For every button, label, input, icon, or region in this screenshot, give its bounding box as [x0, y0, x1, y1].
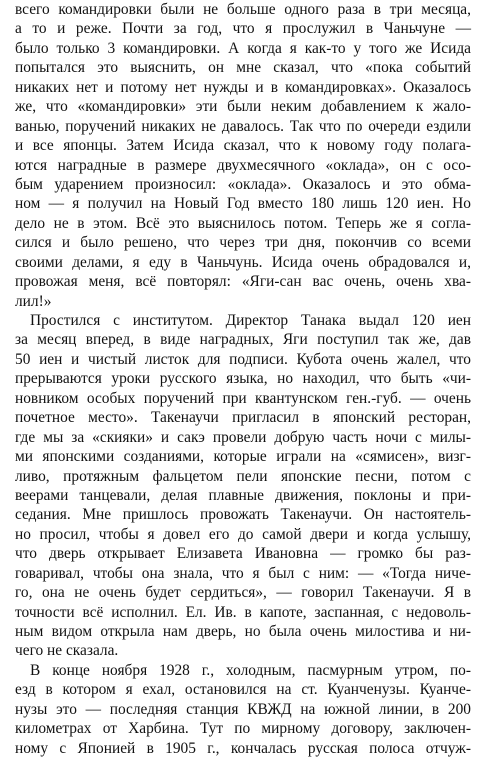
text-line: го, она не очень будет сердиться», — говорил Такенаучи. Я в — [15, 584, 471, 602]
document-page — [15, 0, 471, 758]
paragraph-2 — [15, 311, 471, 661]
text-line: говаривал, чтобы она знала, что я был с ним: — «Тогда ниче- — [15, 564, 471, 582]
text-line: ванью, поручений никаких не давалось. Так что по очереди ездили — [15, 117, 471, 135]
text-line: никаких нет и потому нет нужды и в командировках». Оказалось — [15, 78, 471, 96]
text-line: ются наградные в размере двухмесячного «оклада», он с осо- — [15, 156, 471, 174]
text-line: ным видом открыла нам дверь, но была очень милостива и ни- — [15, 623, 471, 640]
text-line: прерываются уроки русского языка, но находил, что быть «чи- — [15, 370, 471, 388]
text-line: дело не в этом. Всё это выяснилось потом. Теперь же я согла- — [15, 214, 471, 232]
text-line: бым ударением произносил: «оклада». Оказалось и это обма- — [15, 175, 471, 193]
text-line: точности всё исполнил. Ел. Ив. в капоте, заспанная, с недоволь- — [15, 603, 471, 621]
text-line: провожая меня, всё повторял: «Яги-сан вас очень, очень хва- — [15, 273, 471, 291]
text-line: ному с Японией в 1905 г., кончалась русская полоса отчуж- — [15, 739, 471, 757]
text-line: всего командировки были не больше одного раза в три месяца, — [15, 1, 471, 18]
text-line: своими делами, я еду в Чаньчунь. Исида очень обрадовался и, — [15, 253, 471, 271]
text-line: попытался это выяснить, он мне сказал, что «пока событий — [15, 59, 471, 77]
text-line: 50 иен и чистый листок для подписи. Кубота очень жалел, что — [15, 350, 471, 368]
text-line: лил!» — [15, 292, 52, 310]
text-line: и все японцы. Затем Исида сказал, что к новому году полага- — [15, 137, 471, 155]
text-line: ном — я получил на Новый Год вместо 180 лишь 120 иен. Но — [15, 195, 471, 213]
text-line: но просил, чтобы я довел его до самой двери и когда услышу, — [15, 525, 471, 543]
text-line: седания. Мне пришлось провожать Такенаучи. Он настоятель- — [15, 506, 471, 524]
text-line: новником особых поручений при квантунском ген.-губ. — очень — [15, 389, 471, 407]
text-line: за месяц вперед, в виде наградных, Яги поступил так же, дав — [15, 331, 471, 349]
text-line: километрах от Харбина. Тут по мирному договору, заключен- — [15, 720, 471, 738]
text-line: Простился с институтом. Директор Танака выдал 120 иен — [30, 312, 471, 329]
text-line: почетное место». Такенаучи пригласил в японский ресторан, — [15, 409, 471, 427]
text-line: веерами танцевали, делая плавные движения, поклоны и при- — [15, 486, 471, 504]
text-line: чего не сказала. — [15, 642, 119, 660]
text-line: В конце ноября 1928 г., холодным, пасмурным утром, по- — [30, 661, 471, 679]
text-line: что дверь открывает Елизавета Ивановна — громко бы раз- — [15, 545, 471, 563]
paragraph-1 — [15, 0, 471, 311]
text-line: нузы это — последняя станция КВЖД на южной линии, в 200 — [15, 700, 471, 718]
text-line: ливо, протяжным фальцетом пели японские песни, потом с — [15, 467, 471, 485]
text-line: где мы за «скияки» и сакэ провели добрую часть ночи с милы- — [15, 428, 471, 446]
text-line: езд в котором я ехал, остановился на ст. Куанченузы. Куанче- — [15, 681, 471, 699]
paragraph-3 — [15, 661, 471, 758]
text-line: а то и реже. Почти за год, что я прослужил в Чаньчуне — — [15, 20, 471, 38]
text-line: было только 3 командировки. А когда я как-то у того же Исида — [15, 39, 471, 57]
text-line: сился и было решено, что через три дня, покончив со всеми — [15, 234, 471, 252]
text-line: же, что «командировки» эти были неким добавлением к жало- — [15, 98, 471, 116]
text-line: ми японскими созданиями, которые играли на «сямисен», визг- — [15, 448, 471, 466]
